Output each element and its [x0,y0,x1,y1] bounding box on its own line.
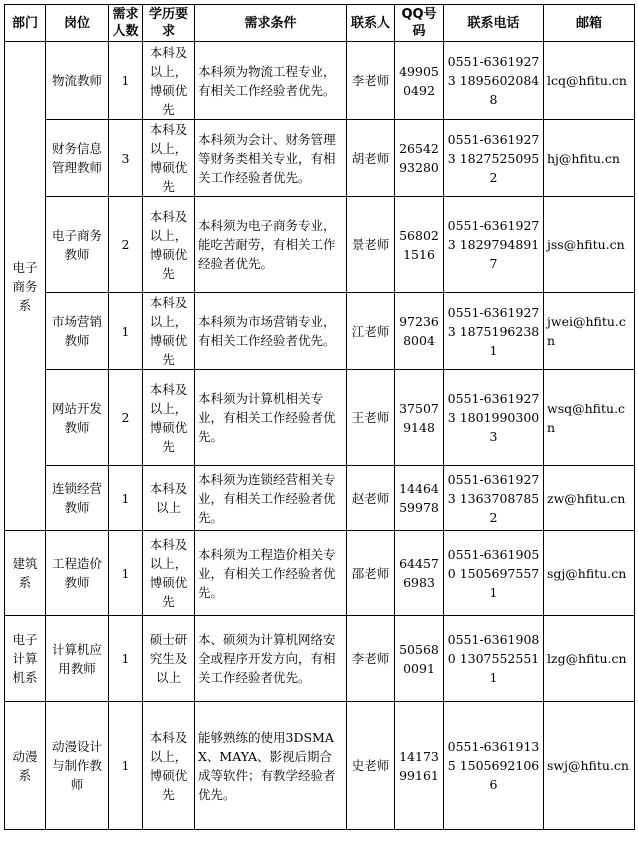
qq-cell: 505680091 [395,616,444,702]
contact-cell: 王老师 [347,370,395,466]
table-row [5,531,635,616]
count-cell: 1 [109,702,143,830]
conditions-cell: 本科须为电子商务专业，能吃苦耐劳，有相关工作经验者优先。 [195,197,347,293]
email-cell[interactable]: swj@hfitu.cn [544,702,635,830]
recruitment-table [4,4,635,830]
dept-cell: 动漫系 [5,702,46,830]
conditions-cell: 能够熟练的使用3DSMAX、MAYA、影视后期合成等软件；有教学经验者优先。 [195,702,347,830]
table-row [5,197,635,293]
contact-cell: 李老师 [347,616,395,702]
qq-cell: 1446459978 [395,466,444,531]
conditions-cell: 本、硕须为计算机网络安全或程序开发方向，有相关工作经验者优先。 [195,616,347,702]
count-cell: 1 [109,293,143,370]
education-cell: 本科及以上，博硕优先 [143,370,195,466]
phone-cell: 0551-63619050 15056975571 [444,531,544,616]
qq-cell: 1417399161 [395,702,444,830]
header-contact: 联系人 [347,5,395,42]
email-cell[interactable]: lzg@hfitu.cn [544,616,635,702]
education-cell: 本科及以上，博硕优先 [143,293,195,370]
education-cell: 本科及以上，博硕优先 [143,702,195,830]
position-cell: 电子商务教师 [46,197,109,293]
education-cell: 本科及以上，博硕优先 [143,197,195,293]
count-cell: 3 [109,120,143,197]
contact-cell: 李老师 [347,42,395,120]
contact-cell: 胡老师 [347,120,395,197]
header-conditions: 需求条件 [195,5,347,42]
email-cell[interactable]: zw@hfitu.cn [544,466,635,531]
education-cell: 本科及以上，博硕优先 [143,531,195,616]
education-cell: 本科及以上，博硕优先 [143,120,195,197]
contact-cell: 赵老师 [347,466,395,531]
position-cell: 动漫设计与制作教师 [46,702,109,830]
email-cell[interactable]: jwei@hfitu.cn [544,293,635,370]
table-row [5,120,635,197]
conditions-cell: 本科须为市场营销专业，有相关工作经验者优先。 [195,293,347,370]
conditions-cell: 本科须为会计、财务管理等财务类相关专业，有相关工作经验者优先。 [195,120,347,197]
table-row [5,702,635,830]
phone-cell: 0551-63619273 18751962381 [444,293,544,370]
qq-cell: 499050492 [395,42,444,120]
position-cell: 物流教师 [46,42,109,120]
email-cell[interactable]: lcq@hfitu.cn [544,42,635,120]
email-cell[interactable]: sgj@hfitu.cn [544,531,635,616]
table-row [5,616,635,702]
contact-cell: 景老师 [347,197,395,293]
education-cell: 本科及以上 [143,466,195,531]
header-position: 岗位 [46,5,109,42]
contact-cell: 史老师 [347,702,395,830]
contact-cell: 江老师 [347,293,395,370]
qq-cell: 2654293280 [395,120,444,197]
conditions-cell: 本科须为工程造价相关专业，有相关工作经验者优先。 [195,531,347,616]
table-row [5,293,635,370]
contact-cell: 邵老师 [347,531,395,616]
phone-cell: 0551-63619273 18297948917 [444,197,544,293]
position-cell: 市场营销教师 [46,293,109,370]
phone-cell: 0551-63619273 18275250952 [444,120,544,197]
qq-cell: 644576983 [395,531,444,616]
count-cell: 1 [109,616,143,702]
header-qq: QQ号码 [395,5,444,42]
dept-cell: 建筑系 [5,531,46,616]
email-cell[interactable]: wsq@hfitu.cn [544,370,635,466]
email-cell[interactable]: hj@hfitu.cn [544,120,635,197]
count-cell: 1 [109,466,143,531]
position-cell: 计算机应用教师 [46,616,109,702]
conditions-cell: 本科须为物流工程专业，有相关工作经验者优先。 [195,42,347,120]
position-cell: 工程造价教师 [46,531,109,616]
header-email: 邮箱 [544,5,635,42]
count-cell: 2 [109,197,143,293]
header-education: 学历要求 [143,5,195,42]
header-row [5,5,635,42]
count-cell: 1 [109,531,143,616]
header-dept: 部门 [5,5,46,42]
position-cell: 连锁经营教师 [46,466,109,531]
conditions-cell: 本科须为连锁经营相关专业，有相关工作经验者优先。 [195,466,347,531]
education-cell: 本科及以上，博硕优先 [143,42,195,120]
phone-cell: 0551-63619135 15056921066 [444,702,544,830]
qq-cell: 375079148 [395,370,444,466]
dept-cell: 电子计算机系 [5,616,46,702]
qq-cell: 972368004 [395,293,444,370]
qq-cell: 568021516 [395,197,444,293]
phone-cell: 0551-63619080 13075525511 [444,616,544,702]
email-cell[interactable]: jss@hfitu.cn [544,197,635,293]
education-cell: 硕士研究生及以上 [143,616,195,702]
count-cell: 1 [109,42,143,120]
conditions-cell: 本科须为计算机相关专业，有相关工作经验者优先。 [195,370,347,466]
dept-cell: 电子商务系 [5,42,46,531]
phone-cell: 0551-63619273 18956020848 [444,42,544,120]
phone-cell: 0551-63619273 18019903003 [444,370,544,466]
position-cell: 网站开发教师 [46,370,109,466]
phone-cell: 0551-63619273 13637087852 [444,466,544,531]
count-cell: 2 [109,370,143,466]
table-row [5,466,635,531]
header-phone: 联系电话 [444,5,544,42]
table-row [5,42,635,120]
position-cell: 财务信息管理教师 [46,120,109,197]
header-count: 需求人数 [109,5,143,42]
table-row [5,370,635,466]
